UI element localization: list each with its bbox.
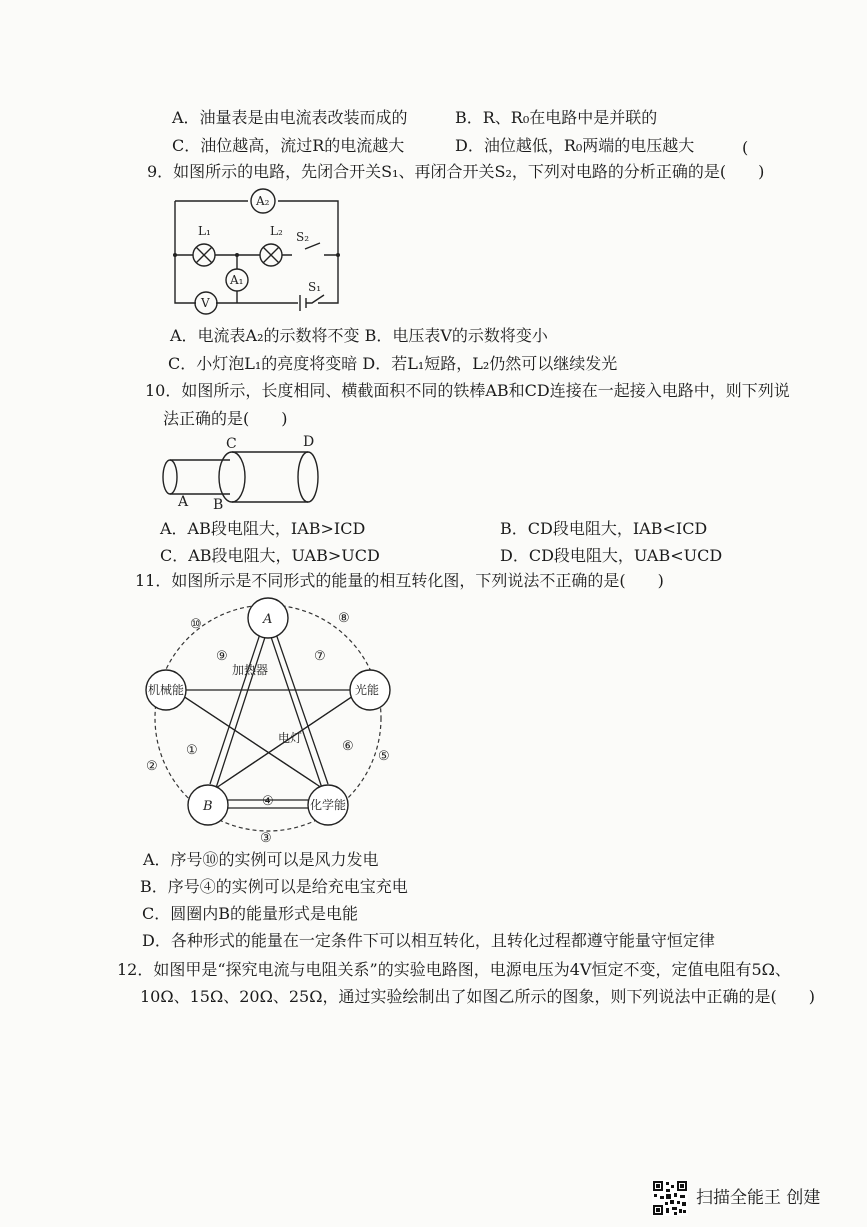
marker-5: ⑤	[378, 749, 390, 764]
marker-7: ⑦	[314, 649, 326, 664]
q11-energy-conversion-diagram	[140, 590, 400, 845]
q11-option-a: A．序号⑩的实例可以是风力发电	[143, 850, 379, 869]
q11-stem: 11．如图所示是不同形式的能量的相互转化图，下列说法不正确的是( )	[135, 571, 664, 590]
marker-3: ③	[260, 831, 272, 845]
q8-option-a: A．油量表是由电流表改装而成的	[172, 108, 408, 127]
q10-option-b: B．CD段电阻大，IAB<ICD	[500, 519, 708, 538]
marker-10: ⑩	[190, 617, 202, 632]
q9-options-cd: C．小灯泡L₁的亮度将变暗 D．若L₁短路，L₂仍然可以继续发光	[168, 354, 618, 373]
q10-option-d: D．CD段电阻大，UAB<UCD	[500, 546, 723, 565]
marker-6: ⑥	[342, 739, 354, 754]
marker-8: ⑧	[338, 611, 350, 626]
node-right-label: 光能	[355, 683, 380, 697]
a1-label: A₁	[230, 273, 244, 287]
q9-circuit-diagram	[160, 185, 350, 315]
q10-iron-rods-diagram	[160, 430, 330, 510]
rod-label-b: B	[213, 497, 224, 510]
l1-label: L₁	[198, 224, 211, 238]
q8-option-b: B．R、R₀在电路中是并联的	[455, 108, 658, 127]
rod-label-a: A	[178, 494, 189, 510]
q12-stem-1: 12．如图甲是“探究电流与电阻关系”的实验电路图，电源电压为4V恒定不变，定值电阻有5Ω、	[117, 960, 791, 979]
q8-option-c: C．油位越高，流过R的电流越大	[172, 136, 405, 155]
q11-option-b: B．序号④的实例可以是给充电宝充电	[140, 877, 408, 896]
marker-1: ①	[186, 743, 198, 758]
q9-options-ab: A．电流表A₂的示数将不变 B．电压表V的示数将变小	[170, 326, 548, 345]
marker-2: ②	[146, 759, 158, 774]
marker-4: ④	[262, 794, 274, 809]
rod-label-c: C	[226, 436, 237, 452]
q11-option-d: D．各种形式的能量在一定条件下可以相互转化，且转化过程都遵守能量守恒定律	[142, 931, 715, 950]
q8-paren-fragment: (	[742, 138, 749, 157]
s2-label: S₂	[296, 230, 310, 244]
marker-9: ⑨	[216, 649, 228, 664]
heater-label: 加热器	[232, 663, 269, 677]
qr-code-icon	[652, 1180, 688, 1216]
q10-option-c: C．AB段电阻大，UAB>UCD	[160, 546, 380, 565]
s1-label: S₁	[308, 280, 322, 294]
q10-stem-2: 法正确的是( )	[163, 409, 288, 428]
node-bottom-right-label: 化学能	[310, 798, 347, 812]
node-left-label: 机械能	[148, 683, 185, 697]
q10-option-a: A．AB段电阻大，IAB>ICD	[160, 519, 366, 538]
q11-option-c: C．圆圈内B的能量形式是电能	[142, 904, 359, 923]
l2-label: L₂	[270, 224, 283, 238]
node-top-label: A	[263, 612, 273, 627]
q12-stem-2: 10Ω、15Ω、20Ω、25Ω，通过实验绘制出了如图乙所示的图象，则下列说法中正确的是( )	[140, 987, 815, 1006]
rod-label-d: D	[303, 434, 315, 450]
v-label: V	[201, 296, 210, 310]
lamp-label: 电灯	[278, 731, 303, 745]
a2-label: A₂	[256, 194, 270, 208]
q10-stem-1: 10．如图所示，长度相同、横截面积不同的铁棒AB和CD连接在一起接入电路中，则下列说	[145, 381, 790, 400]
scanner-watermark-text: 扫描全能王 创建	[696, 1188, 821, 1208]
node-bottom-left-label: B	[203, 799, 213, 814]
q8-option-d: D．油位越低，R₀两端的电压越大	[455, 136, 695, 155]
q9-stem: 9．如图所示的电路，先闭合开关S₁、再闭合开关S₂，下列对电路的分析正确的是( )	[147, 162, 765, 181]
